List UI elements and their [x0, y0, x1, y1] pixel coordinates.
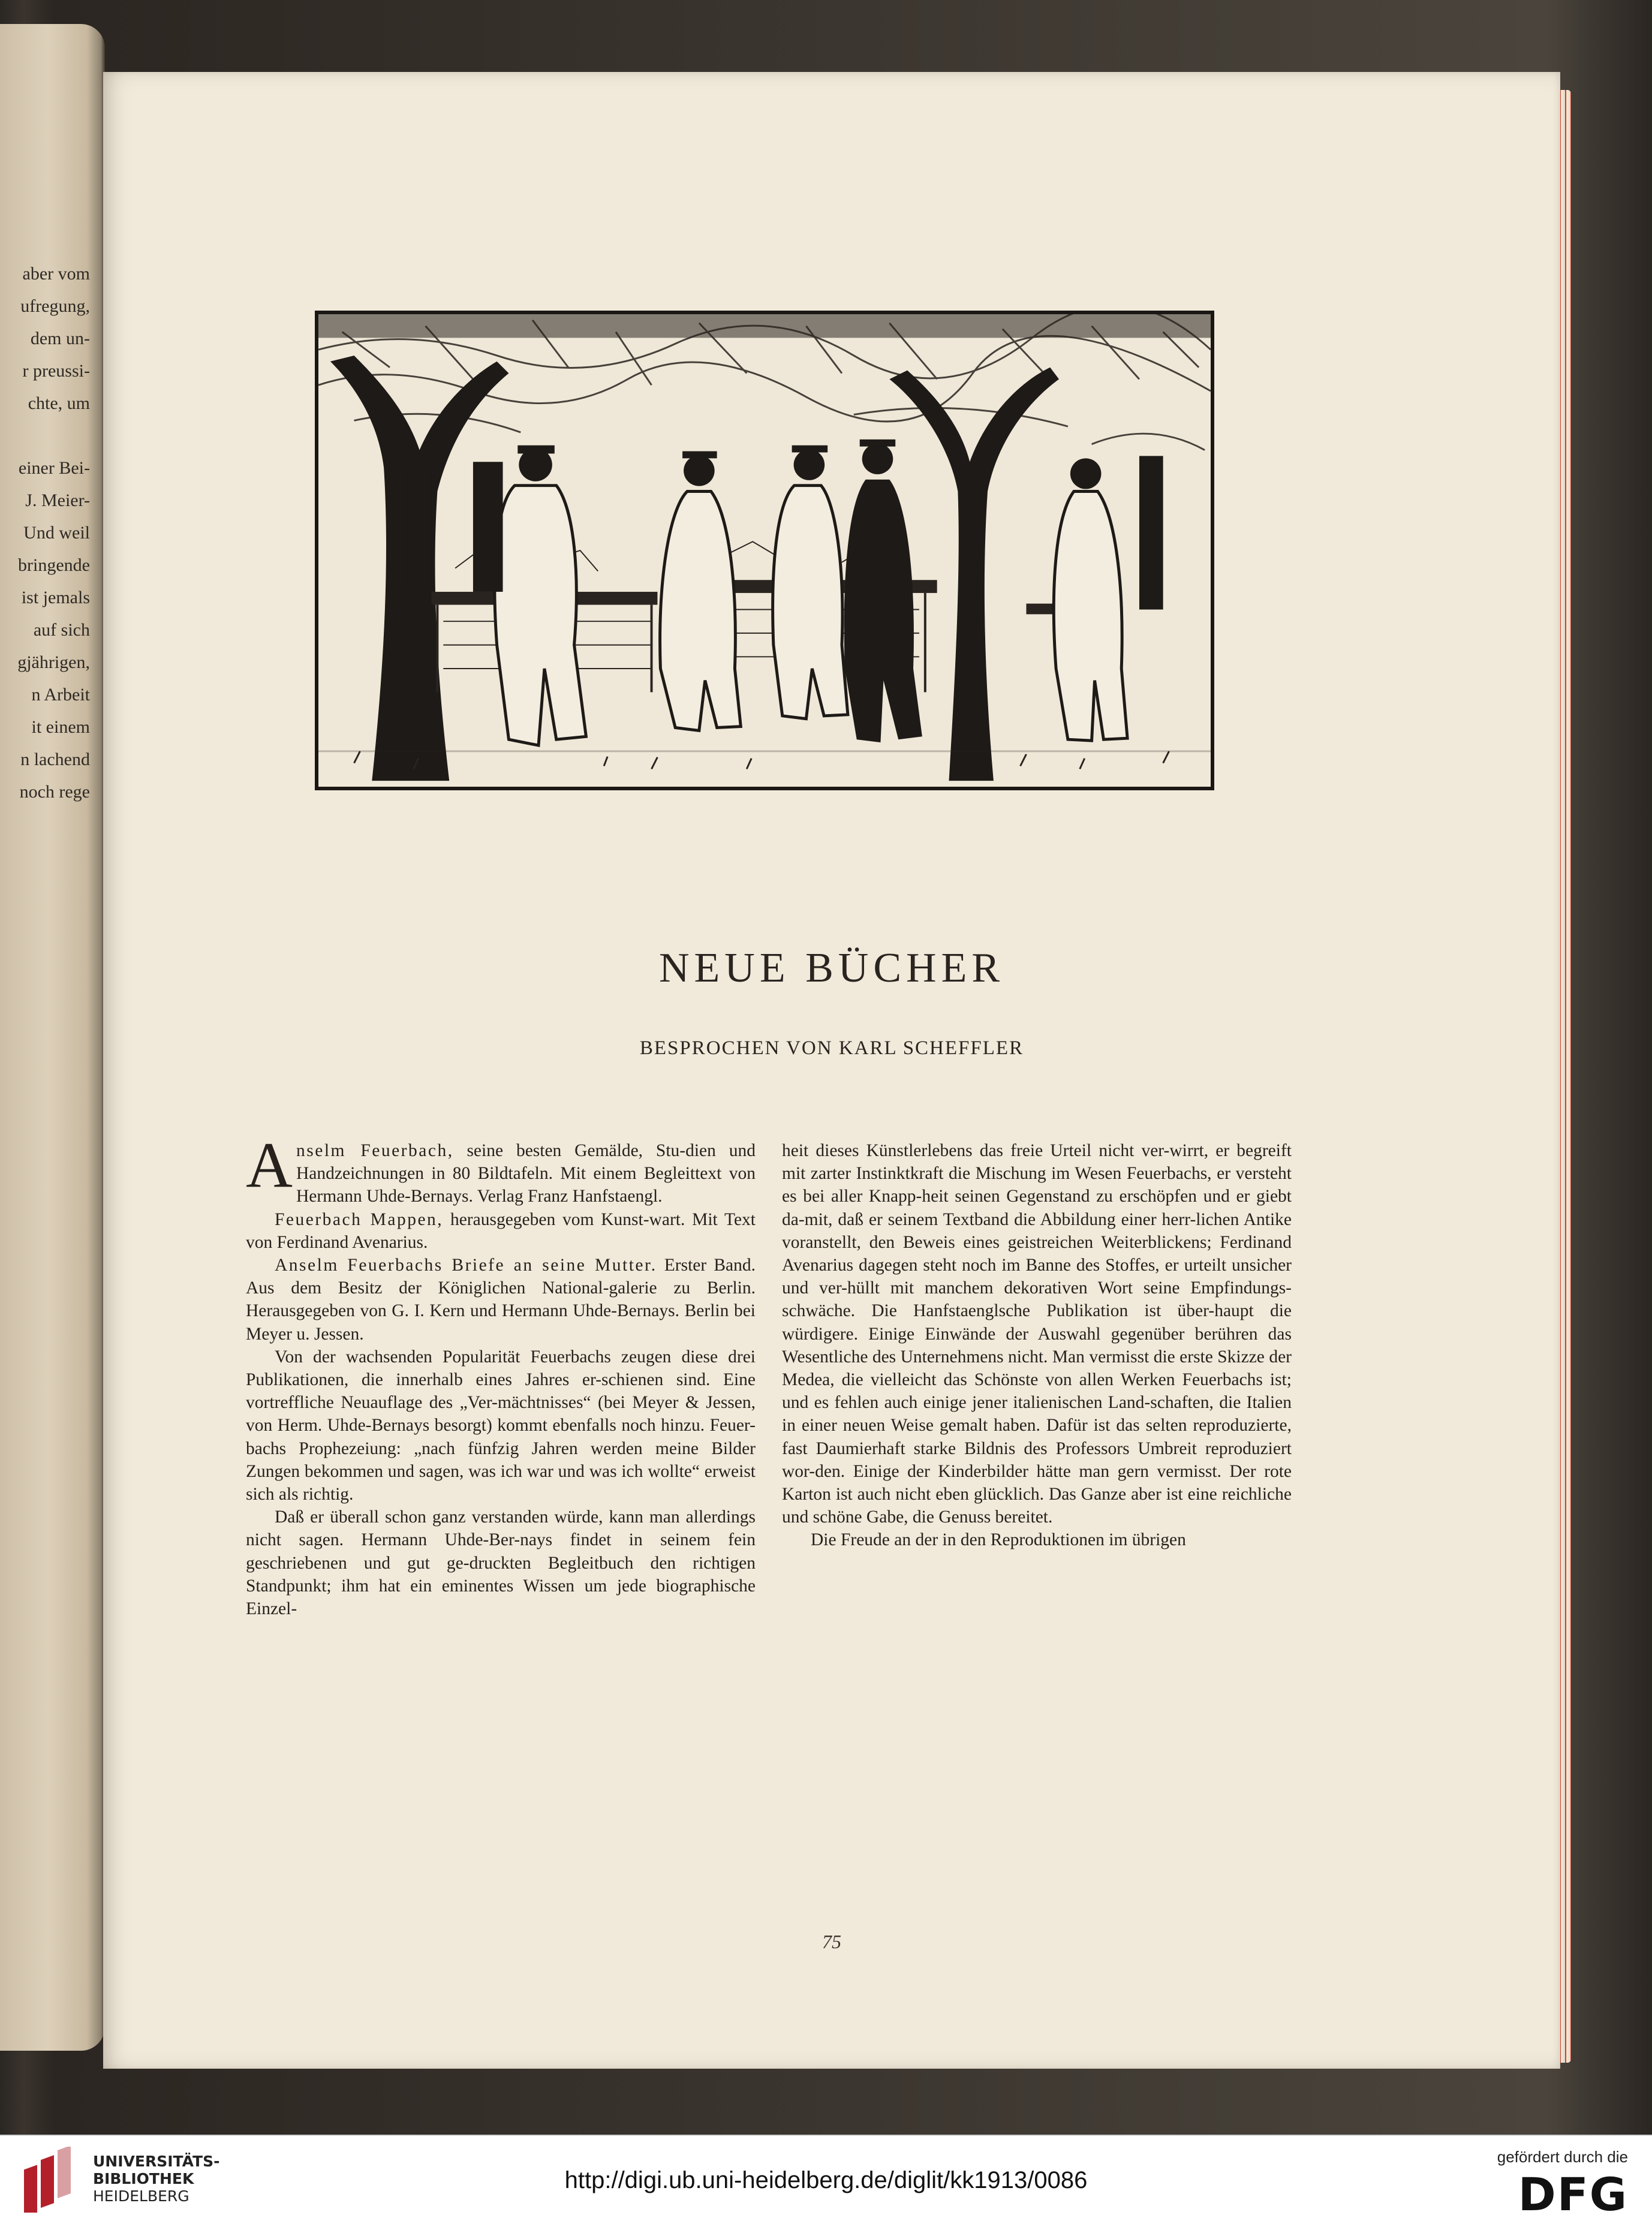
left-page-fragment: aber vom — [22, 264, 90, 284]
drop-cap: A — [246, 1130, 293, 1201]
book-title-2: Feuerbach Mappen, — [275, 1209, 444, 1229]
book-title-3: Anselm Feuerbachs Briefe an seine Mutter. — [275, 1256, 657, 1275]
text-column-left — [246, 1130, 756, 1620]
illustration-drawing — [318, 314, 1211, 787]
left-page-fragment: bringende — [18, 555, 90, 575]
page — [103, 72, 1560, 2069]
left-page-fragment: n lachend — [20, 750, 90, 769]
paragraph-6: heit dieses Künstlerlebens das freie Urteil nicht ver-wirrt, er begreift mit zarter Instinktkraft die Mischung im Wesen Feuerbachs, er versteht es bei aller Knapp-heit seinen Gegenstand zu erschöpfen und er giebt da-mit, daß er seinem Textband die Abbildung einer herr-lichen Antike voranstellt, den Beweis eines geistreichen Weiterblickens; Ferdinand Avenarius dagegen steht noch im Banne des Stoffes, er urteilt unsicher und ver-hüllt mit manchem dekorativen Wort seine Empfindungs-schwäche. Die Hanfstaenglsche Publikation ist über-haupt die würdigere. Einige Einwände der Auswahl gegenüber berühren das Wesentliche des Unternehmens nicht. Man vermisst die erste Skizze der Medea, die vielleicht das Schönste von allen Werken Feuerbachs ist; und es fehlen auch einige jener italienischen Land-schaften, die Italien in einer neuen Weise gemalt haben. Dafür ist das selten reproduzierte, fast Daumierhaft starke Bildnis des Professors Umbreit reproduziert wor-den. Einige der Kinderbilder hätte man gern vermisst. Der rote Karton ist auch nicht eben glücklich. Das Ganze aber ist eine reichliche und schöne Gabe, die Genuss bereitet. — [782, 1141, 1292, 1527]
article-subtitle: BESPROCHEN VON KARL SCHEFFLER — [639, 1037, 1024, 1059]
paragraph-1-text: seine besten Gemälde, Stu-dien und Handzeichnungen in 80 Bildtafeln. Mit einem Begleittext von Hermann Uhde-Bernays. Verlag Franz Hanfstaengl. — [296, 1141, 756, 1206]
left-page-fragment: Und weil — [23, 523, 90, 543]
paragraph-4: Von der wachsenden Popularität Feuerbachs zeugen diese drei Publikationen, die innerhalb eines Jahres er-schienen sind. Eine vortreffliche Neuauflage des „Ver-mächtnisses“ (bei Meyer & Jessen, von Herm. Uhde-Bernays besorgt) kommt ebenfalls noch hinzu. Feuer-bachs Prophezeiung: „nach fünfzig Jahren werden meine Bilder Zungen bekommen und sagen, was ich war und was ich wollte“ erweist sich als richtig. — [246, 1347, 756, 1504]
footer-banner — [0, 2135, 1652, 2224]
left-page-fragment: n Arbeit — [31, 685, 90, 705]
article-title: NEUE BÜCHER — [658, 945, 1005, 991]
book-title-1: nselm Feuerbach, — [296, 1141, 454, 1160]
left-page-fragment: J. Meier- — [25, 490, 90, 510]
left-page-fragment: auf sich — [33, 620, 90, 640]
ub-line-2: BIBLIOTHEK — [93, 2170, 194, 2187]
paragraph-1 — [246, 1130, 756, 1208]
paragraph-2 — [246, 1208, 756, 1254]
illustration-book-market — [315, 311, 1214, 790]
left-page-fragment: it einem — [31, 717, 90, 737]
paragraph-7: Die Freude an der in den Reproduktionen im übrigen — [811, 1530, 1186, 1550]
permalink-url[interactable]: http://digi.ub.uni-heidelberg.de/diglit/kk1913/0086 — [564, 2167, 1088, 2193]
funding-note: gefördert durch die — [1497, 2148, 1628, 2166]
text-column-right — [782, 1139, 1292, 1552]
left-page-edge — [0, 24, 105, 2051]
page-number: 75 — [822, 1931, 841, 1952]
paragraph-5: Daß er überall schon ganz verstanden würde, kann man allerdings nicht sagen. Hermann Uhde-Ber-nays findet in seinem fein geschriebenen und gut ge-druckten Begleitbuch den richtigen Standpunkt; ihm hat ein eminentes Wissen um jede biographische Einzel- — [246, 1507, 756, 1619]
left-page-fragment: chte, um — [28, 393, 90, 413]
paragraph-2-text: herausgegeben vom Kunst-wart. Mit Text von Ferdinand Avenarius. — [246, 1209, 756, 1252]
left-page-fragment: dem un- — [30, 329, 90, 348]
paragraph-3-text: Erster Band. Aus dem Besitz der Königlichen National-galerie zu Berlin. Herausgegeben von G. I. Kern und Hermann Uhde-Bernays. Berlin bei Meyer u. Jessen. — [246, 1256, 756, 1344]
left-page-fragment: ufregung, — [20, 296, 90, 316]
left-page-fragment: ist jemals — [21, 588, 90, 607]
left-page-fragment: noch rege — [19, 782, 90, 802]
left-page-fragment: r preussi- — [22, 361, 90, 381]
dfg-logo-icon[interactable]: DFG — [1518, 2168, 1628, 2221]
ub-line-1: UNIVERSITÄTS- — [93, 2153, 220, 2170]
paragraph-3 — [246, 1254, 756, 1346]
ub-line-3: HEIDELBERG — [93, 2187, 189, 2205]
left-page-fragment: gjährigen, — [17, 652, 90, 672]
left-page-fragment: einer Bei- — [18, 458, 90, 478]
